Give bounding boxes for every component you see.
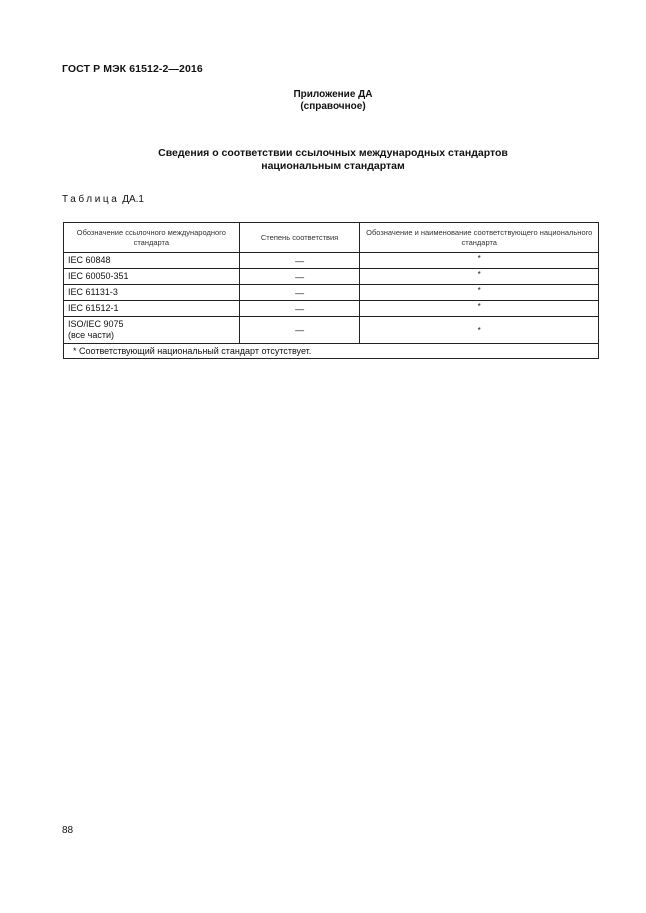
annex-heading	[0, 89, 646, 113]
cell-degree: —	[239, 317, 360, 344]
annex-title: Приложение ДА	[293, 89, 373, 100]
table-footnote: * Соответствующий национальный стандарт отсутствует.	[64, 344, 599, 359]
cell-reference-line-1: ISO/IEC 9075	[68, 319, 124, 329]
cell-national: *	[360, 253, 599, 269]
header-national-standard: Обозначение и наименование соответствующего национального стандарта	[360, 223, 599, 253]
table-label-number: ДА.1	[122, 194, 144, 205]
cell-national: *	[360, 285, 599, 301]
cell-degree: —	[239, 269, 360, 285]
section-title-line-1: Сведения о соответствии ссылочных международных стандартов	[158, 147, 508, 159]
section-title	[0, 147, 646, 173]
table-label	[62, 194, 144, 205]
table-row	[64, 285, 599, 301]
cell-reference-line-2: (все части)	[68, 330, 115, 340]
table-row	[64, 301, 599, 317]
table-label-prefix: Таблица	[62, 194, 120, 205]
page-number: 88	[62, 825, 74, 836]
table-footnote-row	[64, 344, 599, 359]
cell-reference: IEC 60848	[64, 253, 240, 269]
cell-degree: —	[239, 285, 360, 301]
table-row	[64, 317, 599, 344]
table-row	[64, 269, 599, 285]
cell-reference: IEC 60050-351	[64, 269, 240, 285]
annex-subtitle: (справочное)	[300, 101, 366, 112]
cell-degree: —	[239, 301, 360, 317]
standards-correspondence-table	[63, 222, 599, 359]
cell-reference: IEC 61131-3	[64, 285, 240, 301]
cell-national: *	[360, 301, 599, 317]
cell-national: *	[360, 269, 599, 285]
header-reference-standard: Обозначение ссылочного международного стандарта	[64, 223, 240, 253]
table-row	[64, 253, 599, 269]
table-header-row	[64, 223, 599, 253]
cell-degree: —	[239, 253, 360, 269]
cell-reference	[64, 317, 240, 344]
cell-reference: IEC 61512-1	[64, 301, 240, 317]
section-title-line-2: национальным стандартам	[261, 160, 405, 172]
document-code: ГОСТ Р МЭК 61512-2—2016	[62, 63, 203, 75]
cell-national: *	[360, 317, 599, 344]
header-degree-of-correspondence: Степень соответствия	[239, 223, 360, 253]
